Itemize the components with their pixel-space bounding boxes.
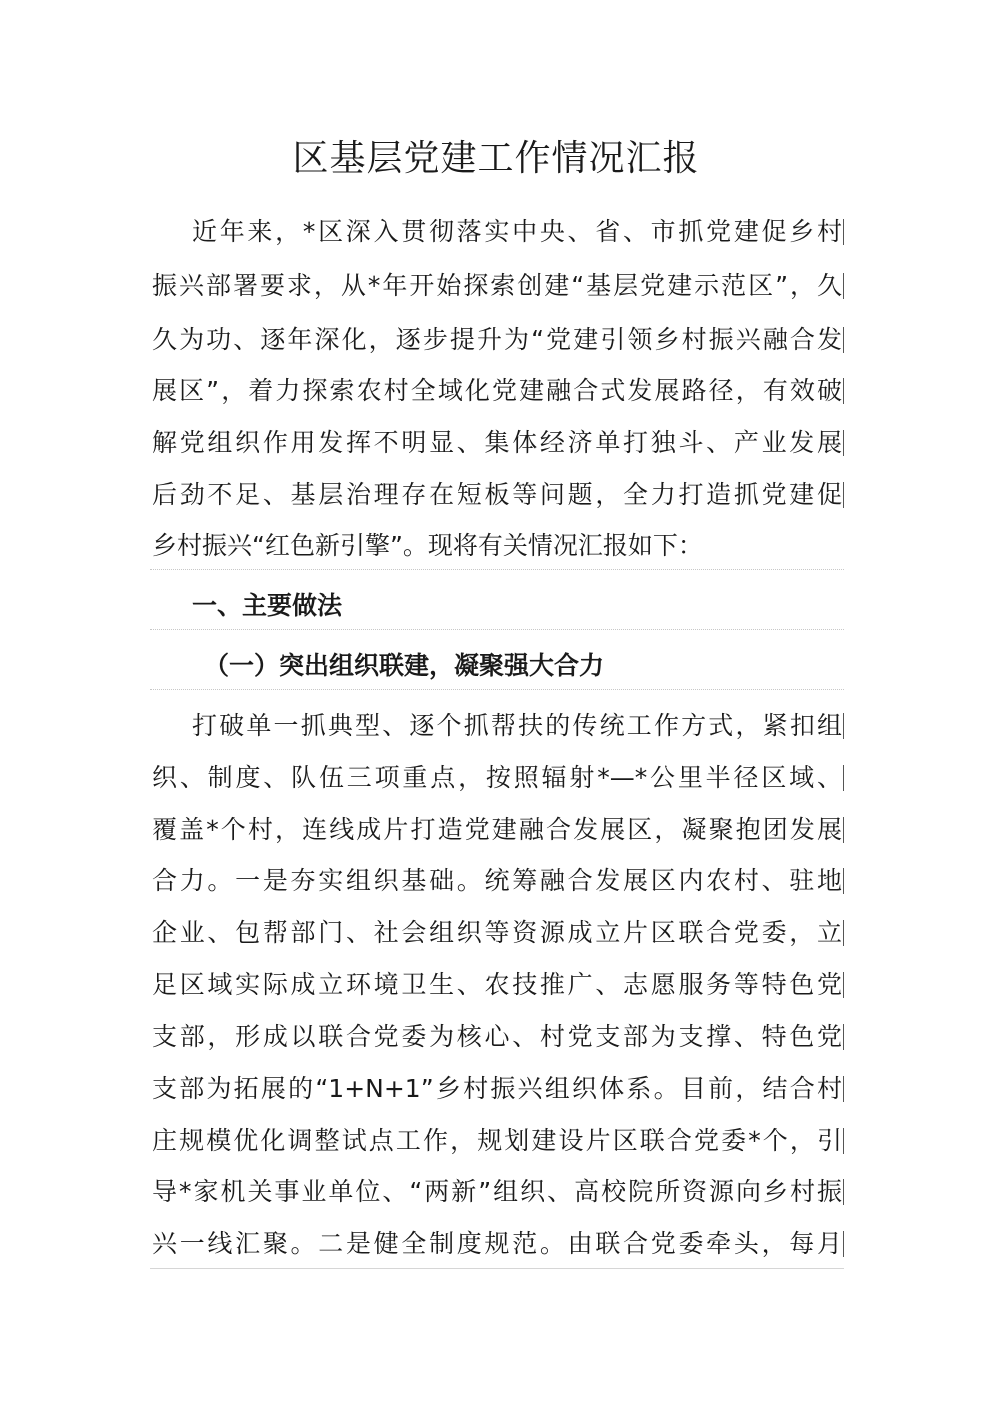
line-end-marker — [843, 972, 844, 998]
body-line: 导*家机关事业单位、“两新”组织、高校院所资源向乡村振 — [152, 1177, 842, 1206]
line-end-marker — [843, 1128, 844, 1154]
line-end-marker — [843, 1076, 844, 1102]
line-end-marker — [843, 378, 844, 404]
body-line: 覆盖*个村，连线成片打造党建融合发展区，凝聚抱团发展 — [152, 815, 842, 844]
line-separator — [150, 569, 844, 570]
page-bottom-rule — [150, 1268, 844, 1269]
intro-line: 久为功、逐年深化，逐步提升为“党建引领乡村振兴融合发 — [152, 325, 842, 354]
body-line: 足区域实际成立环境卫生、农技推广、志愿服务等特色党 — [152, 970, 842, 999]
line-separator — [150, 629, 844, 630]
line-separator — [150, 689, 844, 690]
subsection-heading: （一）突出组织联建，凝聚强大合力 — [204, 651, 605, 680]
intro-line: 后劲不足、基层治理存在短板等问题，全力打造抓党建促 — [152, 480, 842, 509]
line-end-marker — [843, 430, 844, 456]
line-end-marker — [843, 1024, 844, 1050]
line-end-marker — [843, 765, 844, 791]
line-end-marker — [843, 713, 844, 739]
body-line: 庄规模优化调整试点工作，规划建设片区联合党委*个，引 — [152, 1126, 842, 1155]
line-end-marker — [843, 1179, 844, 1205]
line-end-marker — [843, 219, 844, 245]
body-line: 打破单一抓典型、逐个抓帮扶的传统工作方式，紧扣组 — [192, 711, 842, 740]
body-line: 合力。一是夯实组织基础。统筹融合发展区内农村、驻地 — [152, 866, 842, 895]
body-line: 企业、包帮部门、社会组织等资源成立片区联合党委，立 — [152, 918, 842, 947]
body-line: 兴一线汇聚。二是健全制度规范。由联合党委牵头，每月 — [152, 1229, 842, 1258]
line-end-marker — [843, 273, 844, 299]
body-line: 支部，形成以联合党委为核心、村党支部为支撑、特色党 — [152, 1022, 842, 1051]
body-line: 支部为拓展的“1+N+1”乡村振兴组织体系。目前，结合村 — [152, 1074, 842, 1103]
line-end-marker — [843, 1231, 844, 1257]
intro-line: 乡村振兴“红色新引擎”。现将有关情况汇报如下： — [152, 531, 703, 560]
body-line: 织、制度、队伍三项重点，按照辐射*—*公里半径区域、 — [152, 763, 842, 792]
section-heading: 一、主要做法 — [192, 591, 343, 620]
line-end-marker — [843, 482, 844, 508]
line-end-marker — [843, 327, 844, 353]
intro-line: 展区”，着力探索农村全域化党建融合式发展路径，有效破 — [152, 376, 842, 405]
intro-line: 解党组织作用发挥不明显、集体经济单打独斗、产业发展 — [152, 428, 842, 457]
intro-line: 振兴部署要求，从*年开始探索创建“基层党建示范区”，久 — [152, 271, 842, 300]
line-end-marker — [843, 920, 844, 946]
line-end-marker — [843, 817, 844, 843]
document-title: 区基层党建工作情况汇报 — [292, 138, 700, 179]
intro-line: 近年来，*区深入贯彻落实中央、省、市抓党建促乡村 — [192, 217, 842, 246]
line-end-marker — [843, 868, 844, 894]
